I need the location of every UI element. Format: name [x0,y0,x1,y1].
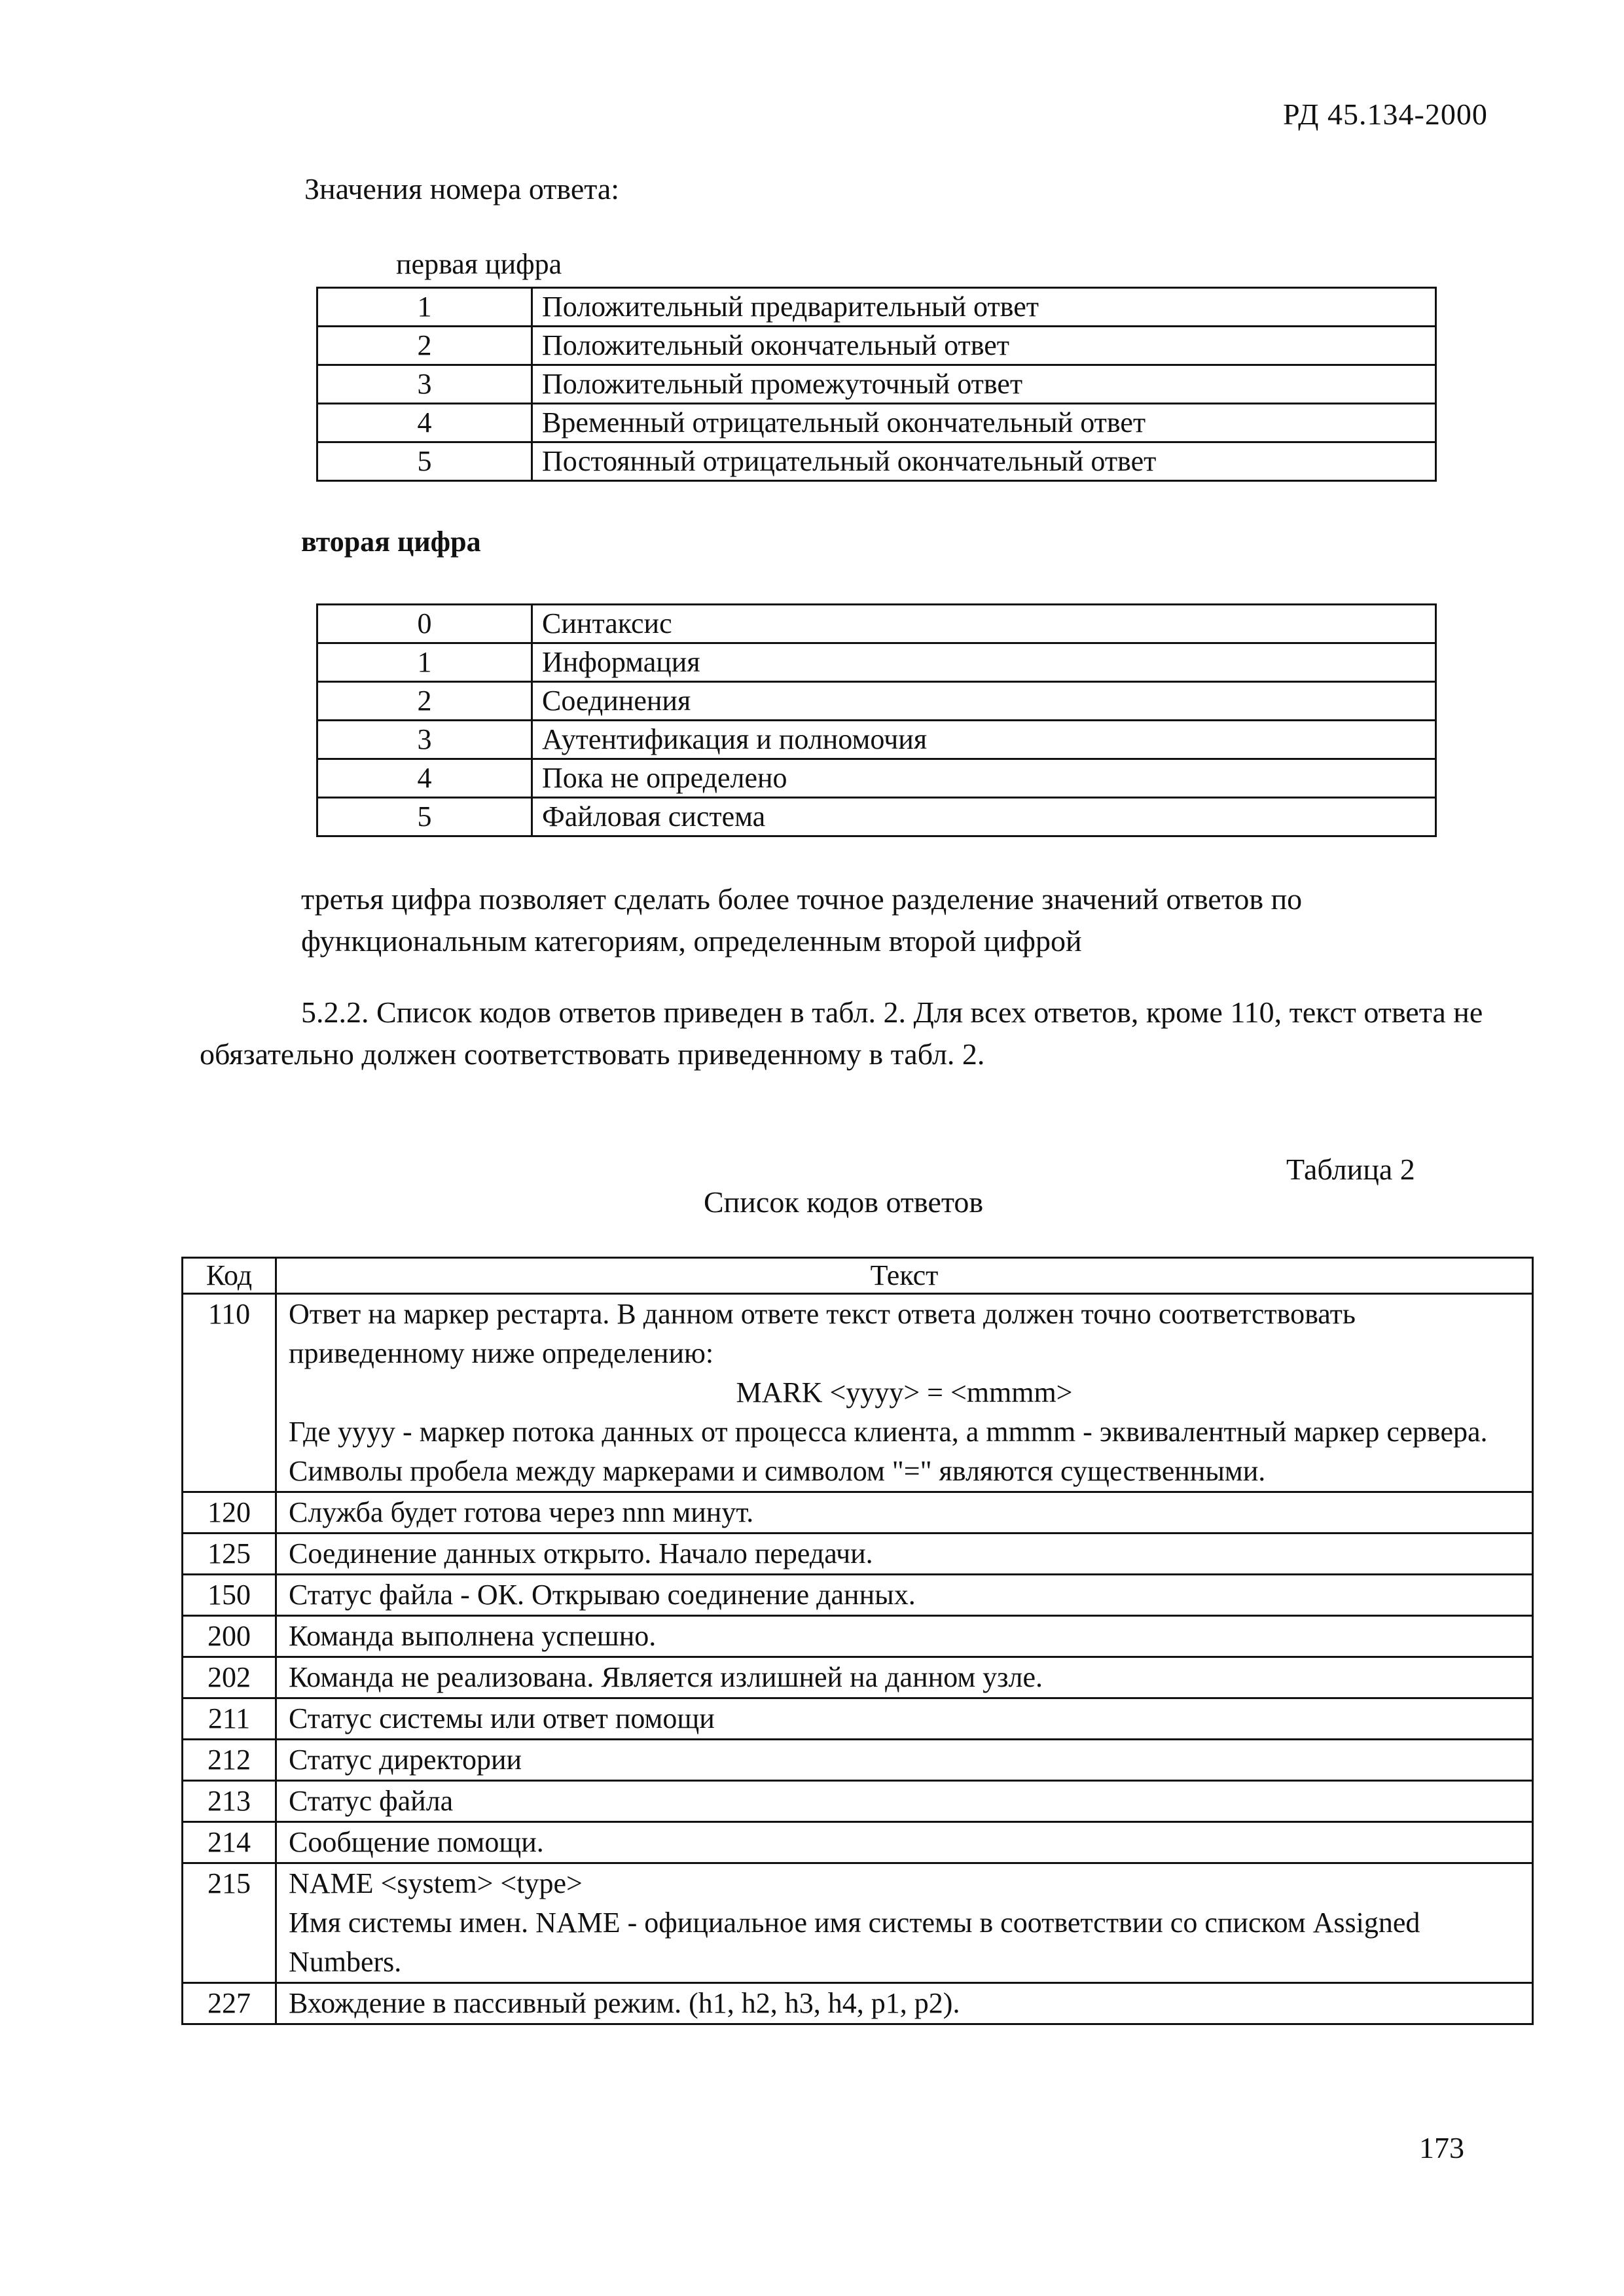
digit-meaning: Положительный окончательный ответ [532,327,1436,365]
digit-meaning: Файловая система [532,798,1436,836]
reply-text-line: Где yyyy - маркер потока данных от процесса клиента, а mmmm - эквивалентный маркер сервера. [289,1416,1488,1448]
second-digit-caption: вторая цифра [301,526,481,558]
digit-meaning: Информация [532,643,1436,682]
digit-meaning: Соединения [532,682,1436,721]
reply-text: Команда не реализована. Является излишней на данном узле. [276,1657,1533,1698]
column-header-code: Код [183,1258,276,1294]
table-label: Таблица 2 [1286,1153,1415,1186]
reply-text: Сообщение помощи. [276,1822,1533,1863]
reply-code: 150 [183,1575,276,1616]
reply-code: 215 [183,1863,276,1983]
table-row [317,798,1436,836]
reply-text-line: NAME <system> <type> [289,1867,583,1899]
table-row [183,1575,1533,1616]
reply-text-line: Ответ на маркер рестарта. В данном ответе текст ответа должен точно соответствовать приведенному ниже определению: [289,1298,1356,1369]
first-digit-caption: первая цифра [396,248,562,280]
digit-value: 3 [317,721,532,759]
reply-codes-table [181,1257,1534,2025]
reply-code: 202 [183,1657,276,1698]
digit-value: 5 [317,798,532,836]
reply-code: 227 [183,1983,276,2024]
reply-text-line: MARK <yyyy> = <mmmm> [736,1376,1073,1408]
table-row [317,442,1436,481]
digit-meaning: Временный отрицательный окончательный ответ [532,404,1436,442]
digit-value: 1 [317,643,532,682]
table-row [183,1740,1533,1781]
table-row [317,288,1436,327]
digit-value: 2 [317,327,532,365]
table-row [183,1983,1533,2024]
reply-text: Служба будет готова через nnn минут. [276,1492,1533,1534]
reply-text: Статус файла - ОК. Открываю соединение данных. [276,1575,1533,1616]
digit-value: 3 [317,365,532,404]
digit-meaning: Синтаксис [532,605,1436,643]
reply-code: 125 [183,1534,276,1575]
digit-meaning: Положительный промежуточный ответ [532,365,1436,404]
reply-code: 213 [183,1781,276,1822]
reply-text-line: Символы пробела между маркерами и символом "=" являются существенными. [289,1455,1266,1487]
second-digit-table [316,603,1437,837]
table-row [317,721,1436,759]
digit-value: 4 [317,404,532,442]
table-title: Список кодов ответов [704,1185,984,1219]
reply-code: 120 [183,1492,276,1534]
column-header-text: Текст [276,1258,1533,1294]
reply-text: Команда выполнена успешно. [276,1616,1533,1657]
reply-text: Вхождение в пассивный режим. (h1, h2, h3, h4, p1, p2). [276,1983,1533,2024]
section-paragraph: 5.2.2. Список кодов ответов приведен в табл. 2. Для всех ответов, кроме 110, текст ответа не обязательно должен соответствовать приведенному в табл. 2. [200,996,1483,1071]
table-row [183,1698,1533,1740]
reply-code: 211 [183,1698,276,1740]
digit-value: 1 [317,288,532,327]
table-row [183,1616,1533,1657]
reply-code: 110 [183,1294,276,1492]
table-row [183,1492,1533,1534]
document-code: РД 45.134-2000 [1283,98,1488,131]
intro-text: Значения номера ответа: [304,172,620,206]
digit-meaning: Аутентификация и полномочия [532,721,1436,759]
digit-value: 2 [317,682,532,721]
table-row [317,605,1436,643]
reply-text: Статус системы или ответ помощи [276,1698,1533,1740]
digit-value: 0 [317,605,532,643]
table-row [317,365,1436,404]
table-row [183,1781,1533,1822]
reply-text-line: Имя системы имен. NAME - официальное имя системы в соответствии со списком Assigned Numbers. [289,1907,1420,1978]
digit-meaning: Постоянный отрицательный окончательный ответ [532,442,1436,481]
reply-code: 200 [183,1616,276,1657]
table-row [183,1534,1533,1575]
reply-text: Соединение данных открыто. Начало передачи. [276,1534,1533,1575]
digit-meaning: Пока не определено [532,759,1436,798]
reply-code: 212 [183,1740,276,1781]
reply-text [276,1863,1533,1983]
table-row [183,1822,1533,1863]
table-row [183,1863,1533,1983]
table-row [317,759,1436,798]
third-digit-paragraph: третья цифра позволяет сделать более точное разделение значений ответов по функциональным категориям, определенным второй цифрой [301,882,1303,958]
digit-value: 4 [317,759,532,798]
page-number: 173 [1419,2131,1464,2164]
table-row [317,327,1436,365]
digit-meaning: Положительный предварительный ответ [532,288,1436,327]
table-row [317,682,1436,721]
reply-text: Статус файла [276,1781,1533,1822]
table-row [183,1657,1533,1698]
digit-value: 5 [317,442,532,481]
table-row [317,643,1436,682]
reply-code: 214 [183,1822,276,1863]
table-row [183,1294,1533,1492]
first-digit-table [316,287,1437,482]
table-header-row [183,1258,1533,1294]
reply-text: Статус директории [276,1740,1533,1781]
table-row [317,404,1436,442]
reply-text [276,1294,1533,1492]
